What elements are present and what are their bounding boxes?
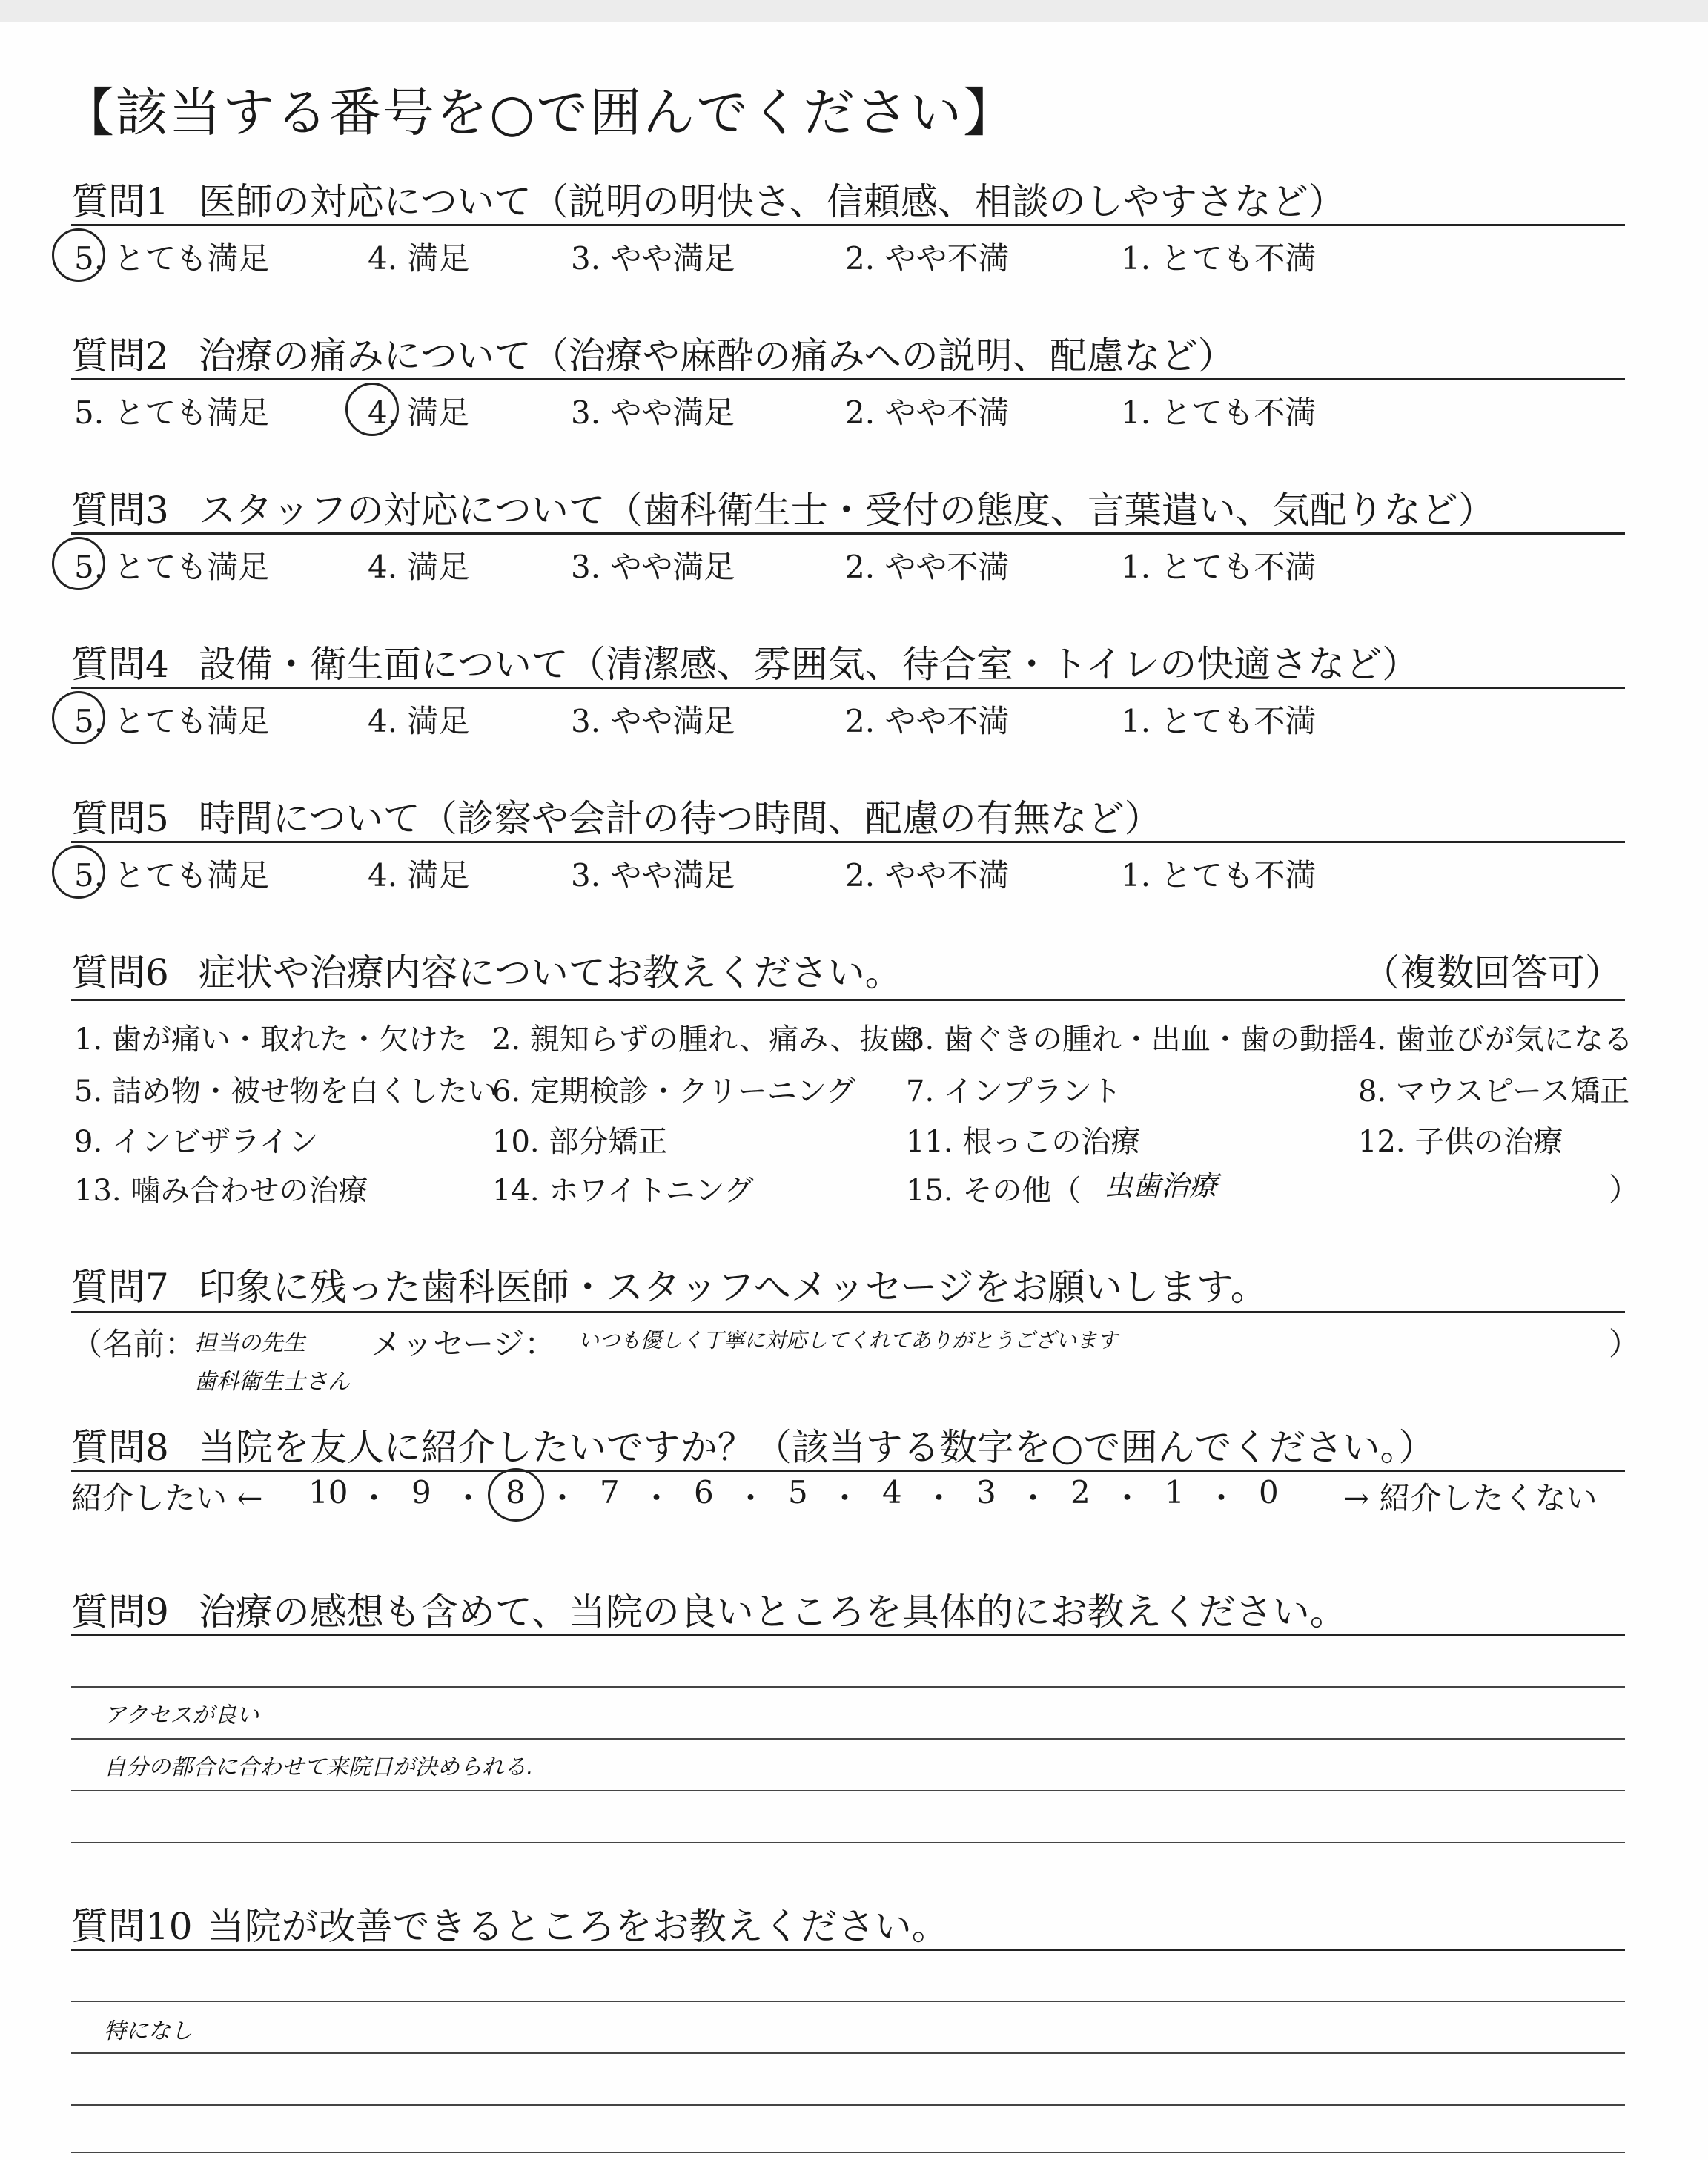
rating-option-1[interactable]: 1. とても不満 bbox=[1121, 394, 1317, 431]
message-close-paren: ） bbox=[1609, 1326, 1641, 1362]
question-8-rule bbox=[71, 1470, 1625, 1472]
scale-separator: ・ bbox=[1111, 1480, 1143, 1516]
rating-option-5[interactable]: 5. とても満足 bbox=[74, 703, 270, 739]
name-label: （名前： bbox=[71, 1326, 196, 1362]
treatment-option[interactable]: 7. インプラント bbox=[906, 1074, 1122, 1109]
question-6-rule bbox=[71, 999, 1625, 1001]
question-7-heading bbox=[71, 1258, 1268, 1311]
scale-separator: ・ bbox=[452, 1480, 484, 1516]
answer-line bbox=[71, 2152, 1625, 2153]
treatment-option[interactable]: 3. 歯ぐきの腫れ・出血・歯の動揺 bbox=[906, 1023, 1359, 1057]
scale-separator: ・ bbox=[358, 1480, 390, 1516]
rating-option-3[interactable]: 3. やや満足 bbox=[571, 394, 735, 431]
rating-option-2[interactable]: 2. やや不満 bbox=[845, 549, 1010, 585]
question-rule bbox=[71, 841, 1625, 843]
rating-option-3[interactable]: 3. やや満足 bbox=[571, 240, 735, 277]
message-answer: いつも優しく丁寧に対応してくれてありがとうございます bbox=[578, 1328, 1119, 1353]
question-3-heading bbox=[71, 480, 1495, 534]
answer-line bbox=[71, 1738, 1625, 1740]
scale-separator: ・ bbox=[1017, 1480, 1049, 1516]
rating-option-2[interactable]: 2. やや不満 bbox=[845, 857, 1010, 894]
question-text: 印象に残った歯科医師・スタッフへメッセージをお願いします。 bbox=[198, 1266, 1268, 1309]
scale-value-6[interactable]: 6 bbox=[694, 1474, 714, 1510]
name-answer-1: 担当の先生 bbox=[194, 1330, 305, 1356]
scale-separator: ・ bbox=[640, 1480, 672, 1516]
question-number: 質問4 bbox=[71, 643, 169, 686]
question-10-rule bbox=[71, 1949, 1625, 1951]
other-close-paren: ） bbox=[1609, 1172, 1641, 1208]
question-text: 当院を友人に紹介したいですか？（該当する数字を○で囲んでください。） bbox=[198, 1426, 1436, 1469]
rating-option-3[interactable]: 3. やや満足 bbox=[571, 857, 735, 894]
rating-option-5[interactable]: 5. とても満足 bbox=[74, 394, 270, 431]
rating-option-1[interactable]: 1. とても不満 bbox=[1121, 549, 1317, 585]
scale-separator: ・ bbox=[829, 1480, 861, 1516]
answer-line bbox=[71, 2001, 1625, 2002]
treatment-option[interactable]: 8. マウスピース矯正 bbox=[1358, 1074, 1630, 1109]
message-label: メッセージ： bbox=[371, 1326, 556, 1362]
question-9-heading bbox=[71, 1582, 1347, 1636]
scan-edge bbox=[0, 0, 1708, 22]
rating-option-2[interactable]: 2. やや不満 bbox=[845, 703, 1010, 739]
rating-option-1[interactable]: 1. とても不満 bbox=[1121, 703, 1317, 739]
scale-value-2[interactable]: 2 bbox=[1070, 1474, 1090, 1510]
rating-option-4[interactable]: 4. 満足 bbox=[368, 703, 470, 739]
answer-line bbox=[71, 1686, 1625, 1688]
rating-option-2[interactable]: 2. やや不満 bbox=[845, 240, 1010, 277]
question-rule bbox=[71, 532, 1625, 535]
treatment-option[interactable]: 2. 親知らずの腫れ、痛み、抜歯 bbox=[492, 1023, 919, 1057]
question-text: 設備・衛生面について（清潔感、雰囲気、待合室・トイレの快適さなど） bbox=[198, 643, 1420, 686]
scale-value-10[interactable]: 10 bbox=[308, 1474, 348, 1510]
question-text: 治療の痛みについて（治療や麻酔の痛みへの説明、配慮など） bbox=[198, 334, 1235, 377]
q10-answer-1: 特になし bbox=[104, 2018, 193, 2044]
question-number: 質問8 bbox=[71, 1426, 169, 1469]
question-number: 質問9 bbox=[71, 1591, 169, 1634]
scale-value-1[interactable]: 1 bbox=[1165, 1474, 1185, 1510]
rating-option-5[interactable]: 5. とても満足 bbox=[74, 549, 270, 585]
scale-separator: ・ bbox=[546, 1480, 578, 1516]
scale-value-8[interactable]: 8 bbox=[506, 1474, 526, 1510]
question-text: 時間について（診察や会計の待つ時間、配慮の有無など） bbox=[198, 797, 1162, 840]
rating-option-5[interactable]: 5. とても満足 bbox=[74, 240, 270, 277]
question-2-heading bbox=[71, 326, 1235, 380]
selected-answer-circle bbox=[488, 1468, 544, 1522]
question-4-heading bbox=[71, 635, 1419, 688]
recommend-right-label: → 紹介したくない bbox=[1343, 1480, 1598, 1516]
selected-answer-circle bbox=[52, 845, 105, 899]
treatment-option[interactable]: 1. 歯が痛い・取れた・欠けた bbox=[74, 1023, 468, 1057]
question-text: 症状や治療内容についてお教えください。 bbox=[198, 951, 902, 994]
treatment-option[interactable]: 13. 噛み合わせの治療 bbox=[74, 1174, 368, 1208]
question-number: 質問2 bbox=[71, 334, 169, 377]
question-9-rule bbox=[71, 1634, 1625, 1636]
treatment-option[interactable]: 11. 根っこの治療 bbox=[906, 1125, 1141, 1159]
question-1-heading bbox=[71, 172, 1345, 225]
scale-separator: ・ bbox=[735, 1480, 767, 1516]
rating-option-4[interactable]: 4. 満足 bbox=[368, 857, 470, 894]
q9-answer-1: アクセスが良い bbox=[104, 1702, 259, 1728]
scale-value-0[interactable]: 0 bbox=[1259, 1474, 1279, 1510]
treatment-option[interactable]: 5. 詰め物・被せ物を白くしたい bbox=[74, 1074, 497, 1109]
question-number: 質問6 bbox=[71, 951, 169, 994]
rating-option-1[interactable]: 1. とても不満 bbox=[1121, 240, 1317, 277]
question-8-heading bbox=[71, 1418, 1435, 1471]
page-title: 【該当する番号を○で囲んでください】 bbox=[62, 82, 1017, 143]
recommend-left-label: 紹介したい ← bbox=[71, 1480, 263, 1516]
question-rule bbox=[71, 224, 1625, 226]
question-6-heading bbox=[71, 943, 902, 997]
question-text: スタッフの対応について（歯科衛生士・受付の態度、言葉遣い、気配りなど） bbox=[198, 489, 1495, 532]
scale-value-9[interactable]: 9 bbox=[411, 1474, 431, 1510]
rating-option-1[interactable]: 1. とても不満 bbox=[1121, 857, 1317, 894]
answer-line bbox=[71, 1842, 1625, 1843]
answer-line bbox=[71, 1790, 1625, 1791]
question-rule bbox=[71, 687, 1625, 689]
question-5-heading bbox=[71, 789, 1162, 842]
scale-value-3[interactable]: 3 bbox=[976, 1474, 996, 1510]
scale-value-4[interactable]: 4 bbox=[882, 1474, 902, 1510]
scale-separator: ・ bbox=[1205, 1480, 1237, 1516]
question-7-rule bbox=[71, 1311, 1625, 1313]
rating-option-4[interactable]: 4. 満足 bbox=[368, 394, 470, 431]
question-number: 質問5 bbox=[71, 797, 169, 840]
treatment-option[interactable]: 10. 部分矯正 bbox=[492, 1125, 668, 1159]
question-rule bbox=[71, 378, 1625, 380]
scale-separator: ・ bbox=[923, 1480, 955, 1516]
question-number: 質問1 bbox=[71, 180, 169, 223]
selected-answer-circle bbox=[52, 228, 105, 282]
rating-option-2[interactable]: 2. やや不満 bbox=[845, 394, 1010, 431]
question-number: 質問7 bbox=[71, 1266, 169, 1309]
answer-line bbox=[71, 2052, 1625, 2054]
treatment-option[interactable]: 12. 子供の治療 bbox=[1358, 1125, 1563, 1159]
q9-answer-2: 自分の都合に合わせて来院日が決められる. bbox=[104, 1754, 534, 1780]
rating-option-3[interactable]: 3. やや満足 bbox=[571, 549, 735, 585]
question-number: 質問3 bbox=[71, 489, 169, 532]
treatment-option[interactable]: 4. 歯並びが気になる bbox=[1358, 1023, 1633, 1057]
selected-answer-circle bbox=[345, 383, 399, 436]
selected-answer-circle bbox=[52, 691, 105, 744]
multiple-answer-note: （複数回答可） bbox=[1363, 951, 1622, 994]
treatment-option[interactable]: 14. ホワイトニング bbox=[492, 1174, 754, 1208]
question-text: 医師の対応について（説明の明快さ、信頼感、相談のしやすさなど） bbox=[198, 180, 1345, 223]
treatment-option[interactable]: 9. インビザライン bbox=[74, 1125, 319, 1159]
answer-line bbox=[71, 2104, 1625, 2106]
treatment-option[interactable]: 15. その他（ bbox=[906, 1174, 1082, 1208]
rating-option-3[interactable]: 3. やや満足 bbox=[571, 703, 735, 739]
other-handwritten-answer: 虫歯治療 bbox=[1105, 1169, 1218, 1202]
question-text: 当院が改善できるところをお教えください。 bbox=[207, 1905, 949, 1948]
rating-option-5[interactable]: 5. とても満足 bbox=[74, 857, 270, 894]
question-10-heading bbox=[71, 1897, 949, 1950]
rating-option-4[interactable]: 4. 満足 bbox=[368, 240, 470, 277]
name-answer-2: 歯科衛生士さん bbox=[194, 1369, 350, 1395]
selected-answer-circle bbox=[52, 537, 105, 590]
scale-value-5[interactable]: 5 bbox=[788, 1474, 808, 1510]
rating-option-4[interactable]: 4. 満足 bbox=[368, 549, 470, 585]
treatment-option[interactable]: 6. 定期検診・クリーニング bbox=[492, 1074, 856, 1109]
question-number: 質問10 bbox=[71, 1905, 193, 1948]
scale-value-7[interactable]: 7 bbox=[600, 1474, 620, 1510]
question-text: 治療の感想も含めて、当院の良いところを具体的にお教えください。 bbox=[198, 1591, 1347, 1634]
